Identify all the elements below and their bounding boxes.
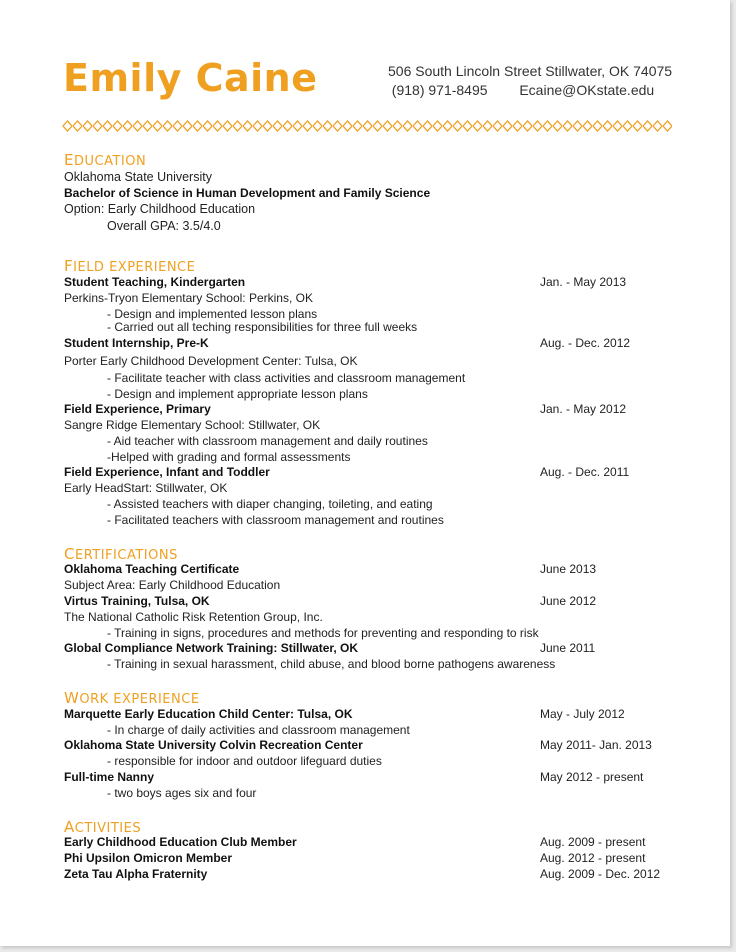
field-bullet: - Carried out all teching responsibilities for three full weeks bbox=[107, 320, 418, 334]
activity-date: Aug. 2012 - present bbox=[540, 851, 646, 865]
field-place: Sangre Ridge Elementary School: Stillwater, OK bbox=[64, 418, 321, 432]
school: Oklahoma State University bbox=[64, 170, 212, 184]
cert-sub: Subject Area: Early Childhood Education bbox=[64, 578, 281, 592]
degree: Bachelor of Science in Human Development and Family Science bbox=[64, 186, 431, 200]
cert-bullet: - Training in sexual harassment, child abuse, and blood borne pathogens awareness bbox=[107, 657, 556, 671]
contact-block bbox=[388, 62, 673, 100]
cert-name: Oklahoma Teaching Certificate bbox=[64, 562, 240, 576]
email: Ecaine@OKstate.edu bbox=[519, 82, 655, 98]
cert-name: Virtus Training, Tulsa, OK bbox=[64, 594, 210, 608]
field-date: Jan. - May 2012 bbox=[540, 402, 627, 416]
field-role: Field Experience, Primary bbox=[64, 402, 211, 416]
section-activities-heading: ACTIVITIES bbox=[64, 818, 142, 836]
section-field-experience-heading: FIELD EXPERIENCE bbox=[64, 257, 196, 275]
field-date: Aug. - Dec. 2011 bbox=[540, 465, 630, 479]
field-place: Early HeadStart: Stillwater, OK bbox=[64, 481, 228, 495]
work-bullet: - responsible for indoor and outdoor lifeguard duties bbox=[107, 754, 382, 768]
address: 506 South Lincoln Street Stillwater, OK 74075 bbox=[388, 63, 673, 79]
activity-name: Early Childhood Education Club Member bbox=[64, 835, 297, 849]
field-role: Student Teaching, Kindergarten bbox=[64, 275, 246, 289]
cert-date: June 2013 bbox=[540, 562, 597, 576]
work-date: May 2012 - present bbox=[540, 770, 644, 784]
field-bullet: - Facilitate teacher with class activities and classroom management bbox=[107, 371, 466, 385]
cert-date: June 2012 bbox=[540, 594, 597, 608]
field-bullet: - Facilitated teachers with classroom management and routines bbox=[107, 513, 444, 527]
cert-sub: The National Catholic Risk Retention Group, Inc. bbox=[64, 610, 323, 624]
work-bullet: - In charge of daily activities and classroom management bbox=[107, 723, 410, 737]
section-education-heading: EDUCATION bbox=[64, 151, 147, 169]
field-bullet: - Assisted teachers with diaper changing, toileting, and eating bbox=[107, 497, 433, 511]
field-role: Field Experience, Infant and Toddler bbox=[64, 465, 270, 479]
section-work-heading bbox=[64, 689, 200, 707]
activity-name: Phi Upsilon Omicron Member bbox=[64, 851, 233, 865]
activity-name: Zeta Tau Alpha Fraternity bbox=[64, 867, 208, 881]
work-bullet: - two boys ages six and four bbox=[107, 786, 257, 800]
option: Option: Early Childhood Education bbox=[64, 202, 256, 216]
cert-date: June 2011 bbox=[540, 641, 596, 655]
field-place: Porter Early Childhood Development Center: Tulsa, OK bbox=[64, 354, 358, 368]
work-name: Full-time Nanny bbox=[64, 770, 155, 784]
work-heading-text: WORK EXPERIENCE bbox=[64, 689, 200, 707]
field-bullet: - Aid teacher with classroom management and daily routines bbox=[107, 434, 428, 448]
field-place: Perkins-Tryon Elementary School: Perkins, OK bbox=[64, 291, 313, 305]
field-bullet: - Design and implement appropriate lesson plans bbox=[107, 387, 368, 401]
field-role: Student Internship, Pre-K bbox=[64, 336, 209, 350]
field-date: Aug. - Dec. 2012 bbox=[540, 336, 631, 350]
phone: (918) 971-8495 bbox=[391, 82, 488, 98]
field-bullet: - Design and implemented lesson plans bbox=[107, 307, 318, 321]
candidate-name: Emily Caine bbox=[63, 56, 318, 100]
cert-bullet: - Training in signs, procedures and methods for preventing and responding to risk bbox=[107, 626, 539, 640]
work-date: May 2011- Jan. 2013 bbox=[540, 738, 652, 752]
activity-date: Aug. 2009 - present bbox=[540, 835, 646, 849]
section-certifications-heading: CERTIFICATIONS bbox=[64, 545, 178, 563]
diamond-divider bbox=[62, 118, 672, 134]
work-name: Marquette Early Education Child Center: Tulsa, OK bbox=[64, 707, 353, 721]
gpa: Overall GPA: 3.5/4.0 bbox=[107, 219, 221, 233]
cert-name: Global Compliance Network Training: Stillwater, OK bbox=[64, 641, 359, 655]
field-date: Jan. - May 2013 bbox=[540, 275, 627, 289]
work-date: May - July 2012 bbox=[540, 707, 625, 721]
field-bullet: -Helped with grading and formal assessments bbox=[107, 450, 351, 464]
activity-date: Aug. 2009 - Dec. 2012 bbox=[540, 867, 661, 881]
work-name: Oklahoma State University Colvin Recreation Center bbox=[64, 738, 363, 752]
